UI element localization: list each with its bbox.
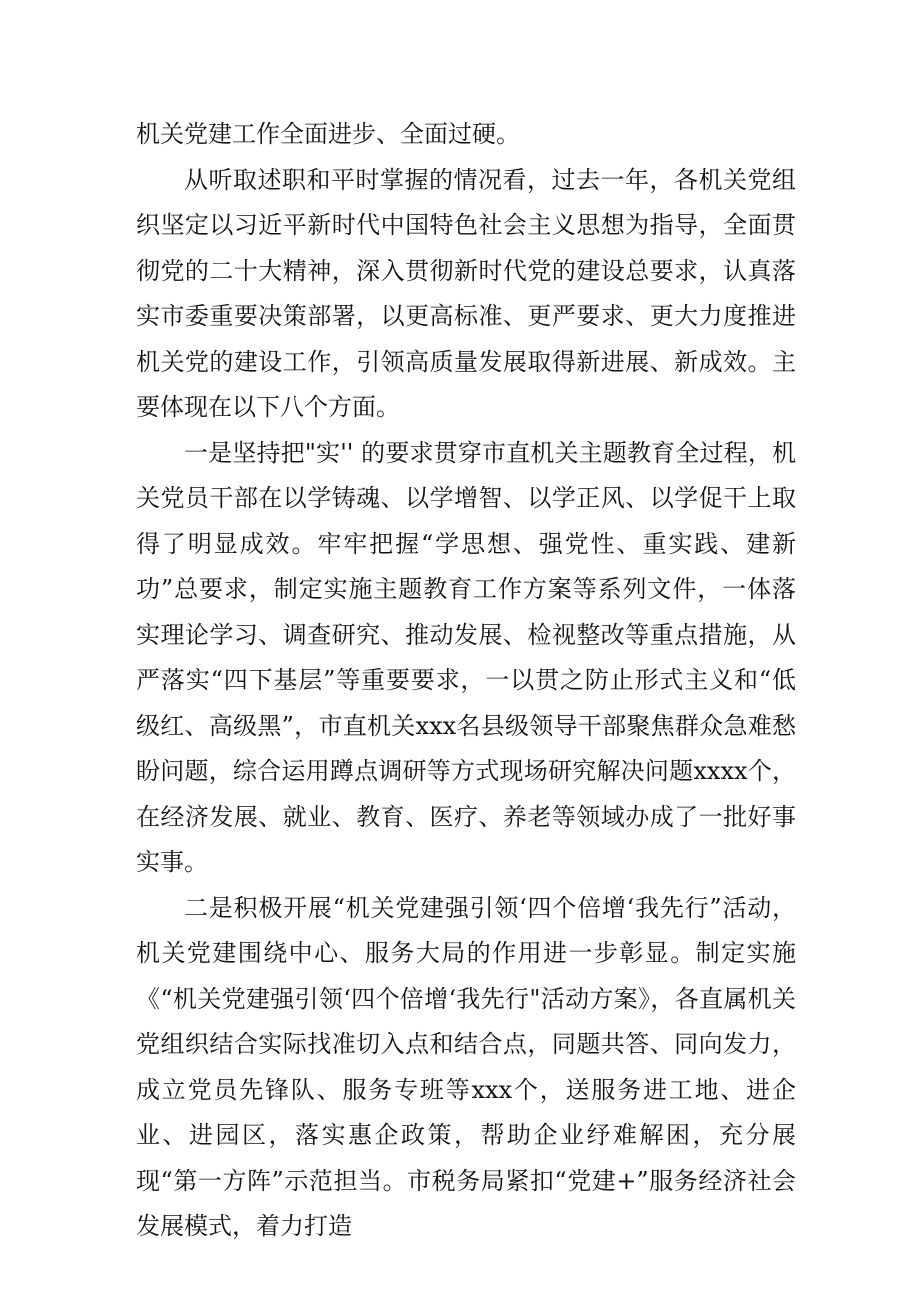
paragraph-point-one: 一是坚持把"实'' 的要求贯穿市直机关主题教育全过程，机关党员干部在以学铸魂、以学增智、以学正风、以学促干上取得了明显成效。牢牢把握“学思想、强党性、重实践、建新功”总要求，制定实施主题教育工作方案等系列文件，一体落实理论学习、调查研究、推动发展、检视整改等重点措施，从严落实“四下基层”等重要要求，一以贯之防止形式主义和“低级红、高级黑”，市直机关xxx名县级领导干部聚焦群众急难愁盼问题，综合运用蹲点调研等方式现场研究解决问题xxxx个，在经济发展、就业、教育、医疗、养老等领域办成了一批好事实事。 (136, 438, 796, 876)
paragraph-continuation: 机关党建工作全面进步、全面过硬。 (136, 120, 520, 148)
paragraph-point-two: 二是积极开展“机关党建强引领‘四个倍增‘我先行”活动，机关党建围绕中心、服务大局的作用进一步彰显。制定实施《“机关党建强引领‘四个倍增‘我先行"活动方案》，各直属机关党组织结合实际找准切入点和结合点，同题共答、同向发力，成立党员先锋队、服务专班等xxx个，送服务进工地、进企业、进园区，落实惠企政策，帮助企业纾难解困，充分展现“第一方阵”示范担当。市税务局紧扣“党建+”服务经济社会发展模式，着力打造 (136, 893, 796, 1240)
document-body (136, 112, 796, 1250)
paragraph-overview: 从听取述职和平时掌握的情况看，过去一年，各机关党组织坚定以习近平新时代中国特色社会主义思想为指导，全面贯彻党的二十大精神，深入贯彻新时代党的建设总要求，认真落实市委重要决策部署，以更高标准、更严要求、更大力度推进机关党的建设工作，引领高质量发展取得新进展、新成效。主要体现在以下八个方面。 (136, 165, 796, 421)
